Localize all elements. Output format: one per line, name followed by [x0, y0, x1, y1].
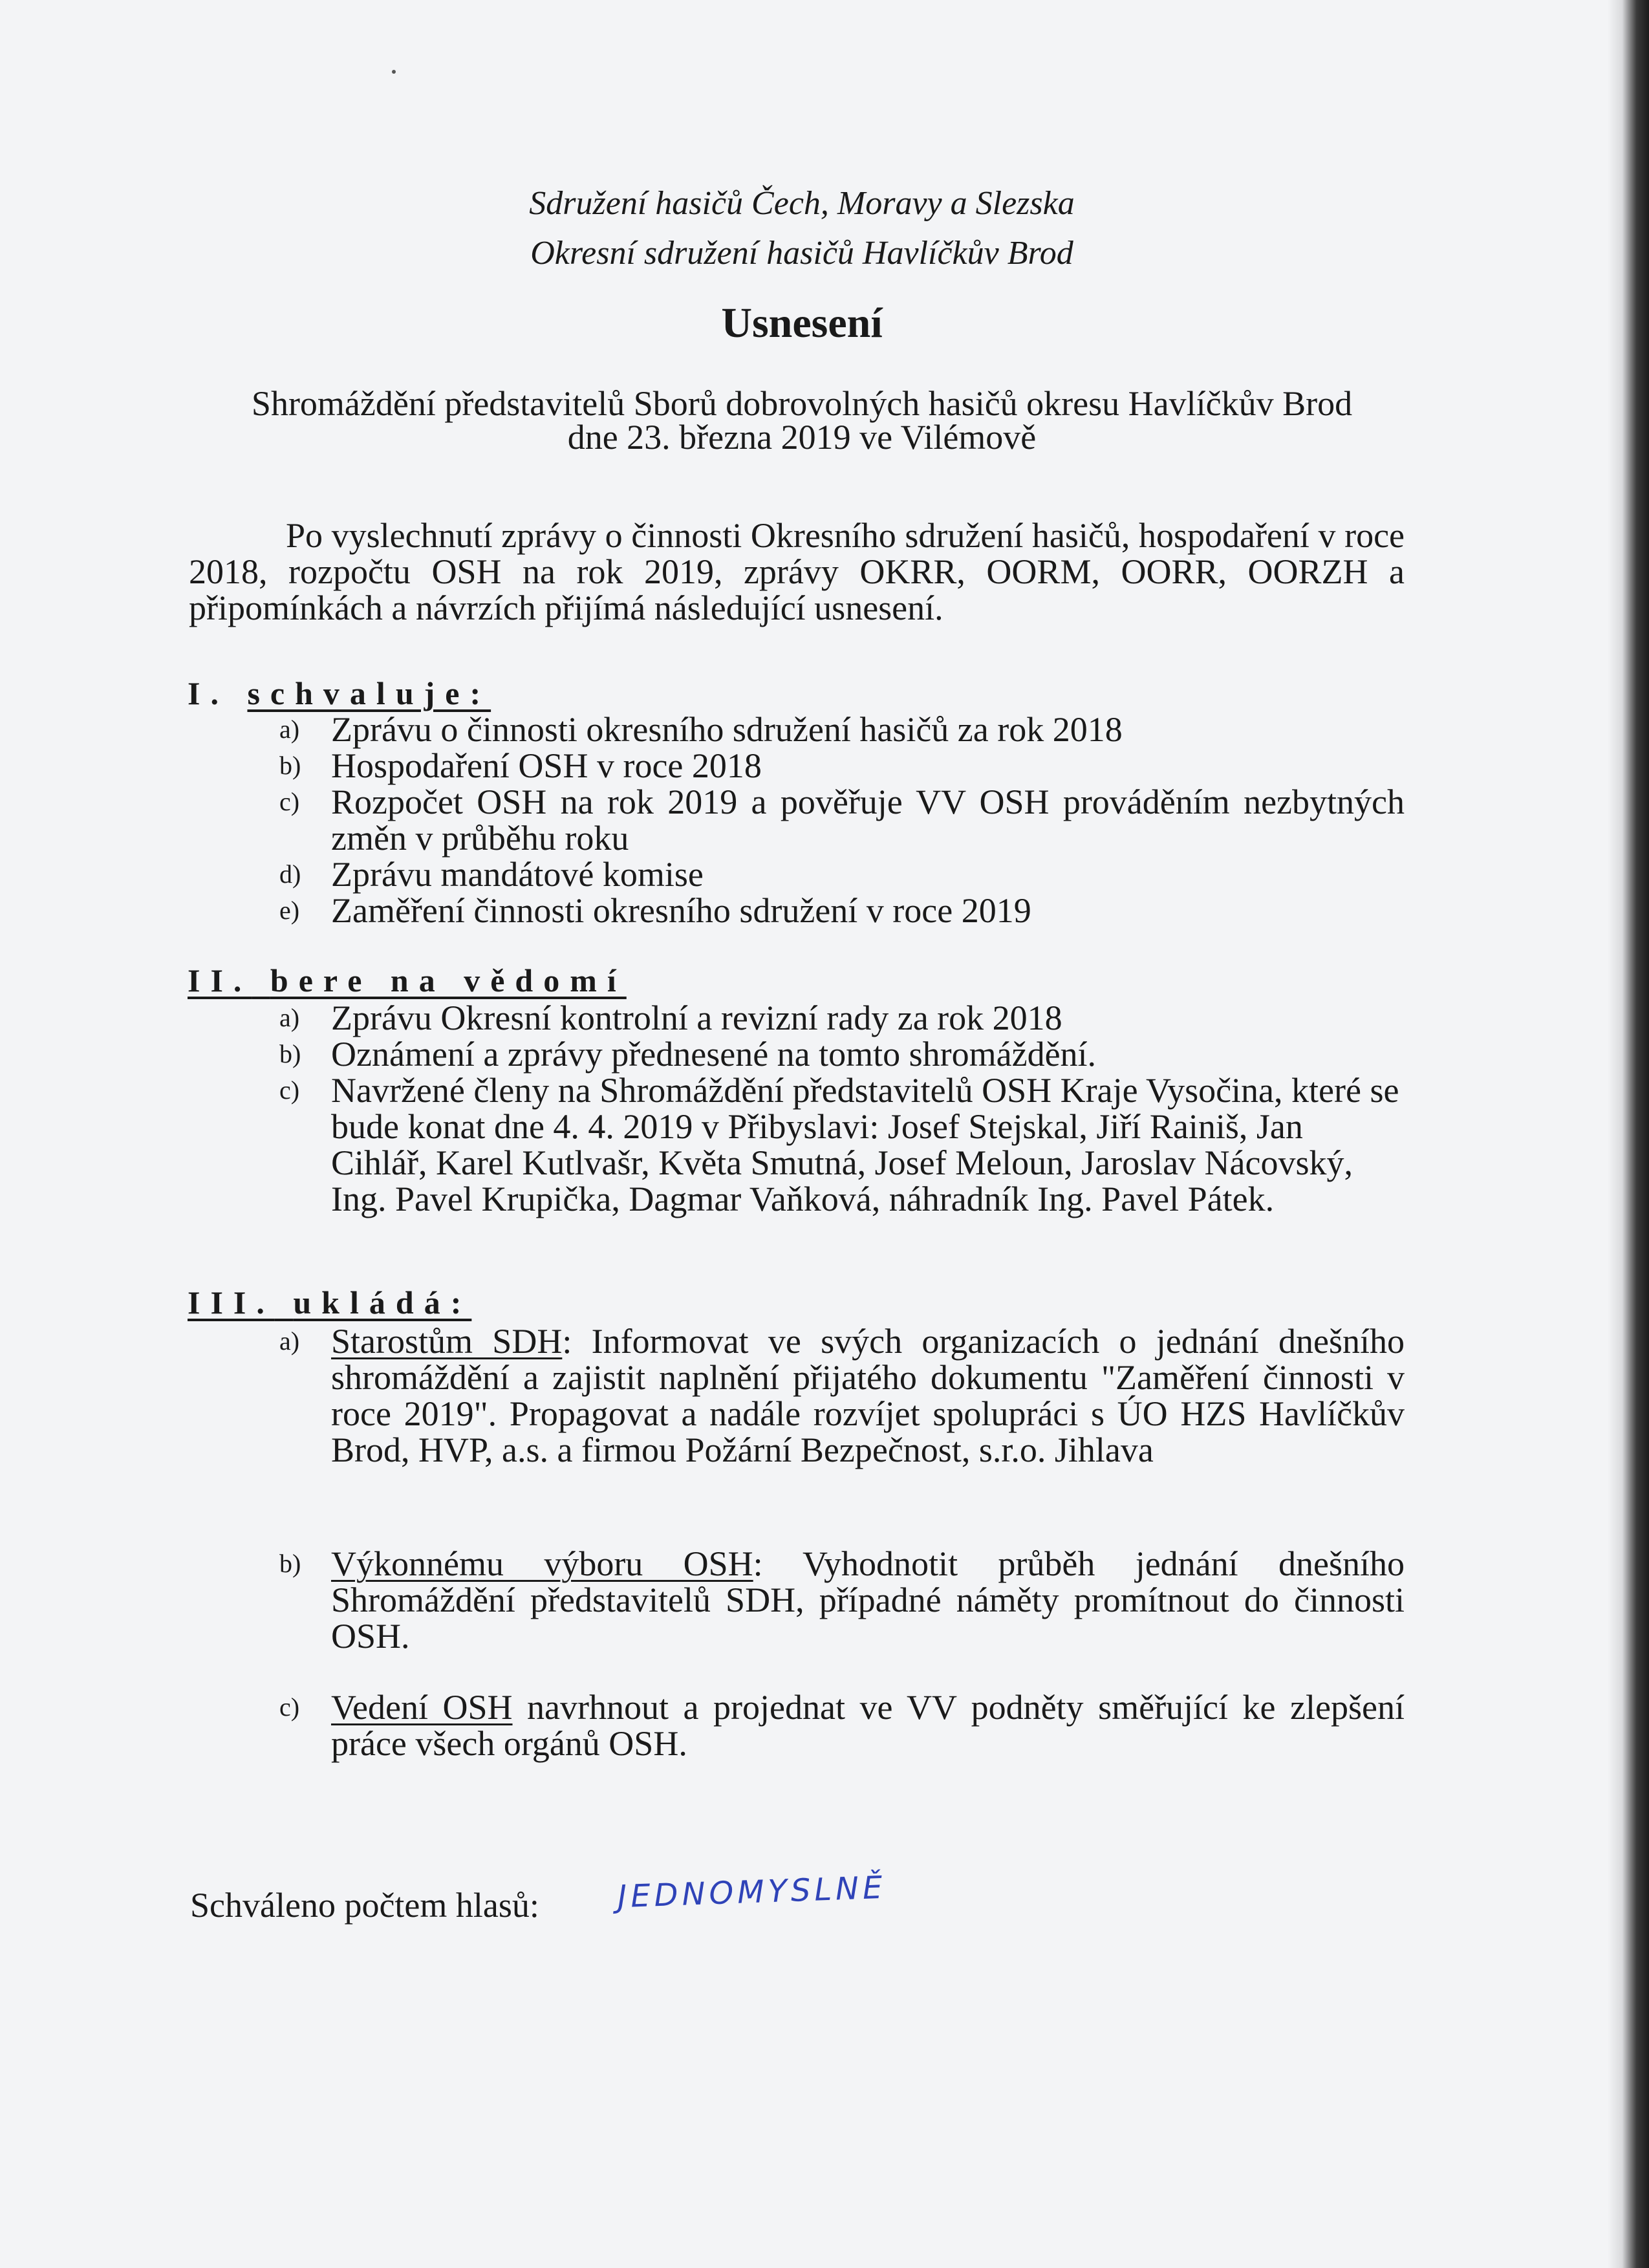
section-3-item-a: [279, 1323, 1405, 1468]
item-body: : Vyhodnotit průběh jednání dnešního Shromáždění představitelů SDH, případné náměty promítnout do činnosti OSH.: [331, 1544, 1405, 1656]
section-1-item-c: [279, 784, 1405, 856]
section-1-number: I.: [188, 675, 229, 711]
item-label: c): [279, 1692, 300, 1722]
section-1-item-e: [279, 892, 1405, 929]
item-label: a): [279, 715, 300, 744]
item-text: [331, 1546, 1405, 1654]
item-label: c): [279, 787, 300, 816]
item-text: Hospodaření OSH v roce 2018: [331, 746, 762, 785]
item-lead: Výkonnému výboru OSH: [331, 1544, 753, 1583]
item-text: [331, 1689, 1405, 1762]
item-label: d): [279, 859, 301, 889]
item-label: c): [279, 1075, 300, 1105]
scan-speck: [392, 70, 396, 74]
item-text: Oznámení a zprávy přednesené na tomto shromáždění.: [331, 1035, 1097, 1074]
document-title: Usnesení: [721, 299, 883, 347]
item-text: Rozpočet OSH na rok 2019 a pověřuje VV OSH prováděním nezbytných změn v průběhu roku: [331, 783, 1405, 858]
meeting-name: Shromáždění představitelů Sborů dobrovolných hasičů okresu Havlíčkův Brod: [251, 384, 1353, 423]
item-label: b): [279, 1549, 301, 1578]
section-2-item-b: [279, 1036, 1405, 1072]
section-3-title: [188, 1284, 471, 1321]
section-1-heading: [188, 675, 491, 711]
item-lead: Vedení OSH: [331, 1688, 513, 1727]
item-label: a): [279, 1326, 300, 1355]
item-lead: Starostům SDH: [331, 1322, 563, 1361]
section-1-title: schvaluje:: [247, 675, 491, 711]
section-3-number: III.: [188, 1284, 275, 1321]
item-text: Zprávu mandátové komise: [331, 855, 704, 894]
section-2-item-c: [279, 1072, 1405, 1217]
section-3-heading-text: ukládá:: [293, 1284, 472, 1321]
section-1-item-b: [279, 748, 1405, 784]
item-text: Zaměření činnosti okresního sdružení v roce 2019: [331, 891, 1031, 930]
section-3-item-c: [279, 1689, 1405, 1762]
item-label: a): [279, 1003, 300, 1032]
section-2-number: II.: [188, 962, 252, 999]
item-text: Zprávu o činnosti okresního sdružení hasičů za rok 2018: [331, 710, 1123, 749]
meeting-date: dne 23. března 2019 ve Vilémově: [567, 418, 1037, 457]
section-2-heading-text: bere na vědomí: [270, 962, 627, 999]
section-1-item-d: [279, 856, 1405, 892]
section-1-item-a: [279, 711, 1405, 748]
item-text: Navržené členy na Shromáždění představitelů OSH Kraje Vysočina, které se bude konat dne 4. 4. 2019 v Přibyslavi: Josef Stejskal, Jiří Rainiš, Jan Cihlář, Karel Kutlvašr, Květa Smutná, Josef Meloun, Jaroslav Nácovský, Ing. Pavel Krupička, Dagmar Vaňková, náhradník Ing. Pavel Pátek.: [331, 1071, 1399, 1218]
item-text: Zprávu Okresní kontrolní a revizní rady za rok 2018: [331, 999, 1062, 1037]
item-label: e): [279, 896, 300, 925]
scan-edge: [1608, 0, 1649, 2268]
section-3-heading: [188, 1284, 471, 1321]
section-2-item-a: [279, 1000, 1405, 1036]
approval-label: Schváleno počtem hlasů:: [190, 1886, 539, 1925]
organization-name: Sdružení hasičů Čech, Moravy a Slezska: [529, 185, 1075, 222]
item-body: : Informovat ve svých organizacích o jednání dnešního shromáždění a zajistit naplnění přijatého dokumentu "Zaměření činnosti v roce 2019". Propagovat a nadále rozvíjet spolupráci s ÚO HZS Havlíčkův Brod, HVP, a.s. a firmou Požární Bezpečnost, s.r.o. Jihlava: [331, 1322, 1405, 1469]
intro-paragraph: [189, 517, 1405, 626]
section-3-item-b: [279, 1546, 1405, 1654]
item-text: [331, 1323, 1405, 1468]
handwritten-approval: JEDNOMYSLNĚ: [617, 1869, 887, 1916]
item-label: b): [279, 1039, 301, 1068]
section-2-title: [188, 962, 627, 999]
section-2-heading: [188, 962, 627, 999]
intro-text: Po vyslechnutí zprávy o činnosti Okresního sdružení hasičů, hospodaření v roce 2018, rozpočtu OSH na rok 2019, zprávy OKRR, OORM, OORR, OORZH a připomínkách a návrzích přijímá následující usnesení.: [189, 516, 1405, 627]
district-organization-name: Okresní sdružení hasičů Havlíčkův Brod: [530, 235, 1073, 272]
item-label: b): [279, 751, 301, 780]
item-body: navrhnout a projednat ve VV podněty směřující ke zlepšení práce všech orgánů OSH.: [331, 1688, 1405, 1763]
